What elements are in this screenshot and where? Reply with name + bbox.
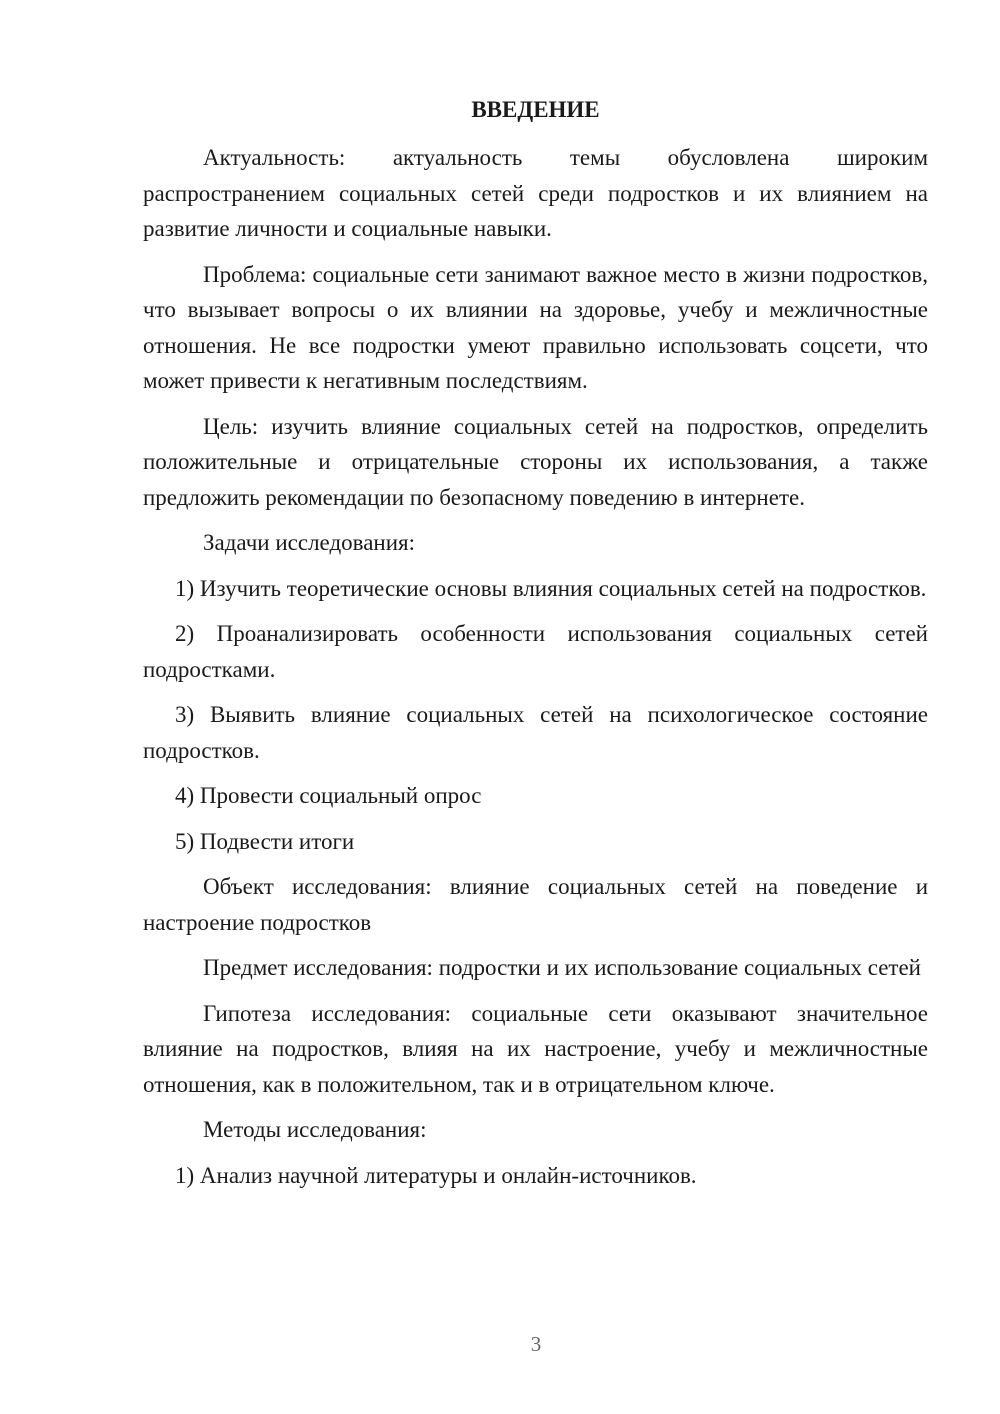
paragraph-relevance: Актуальность: актуальность темы обусловлена широким распространением социальных сетей среди подростков и их влиянием на развитие личности и социальные навыки. [143, 145, 928, 241]
methods-heading: Методы исследования: [203, 1117, 427, 1142]
tasks-heading: Задачи исследования: [203, 530, 416, 555]
method-item-1: 1) Анализ научной литературы и онлайн-источников. [175, 1162, 697, 1188]
document-body [143, 90, 928, 1203]
task-item-4: 4) Провести социальный опрос [175, 783, 482, 808]
task-item-2: 2) Проанализировать особенности использования социальных сетей подростками. [143, 621, 928, 682]
paragraph-goal: Цель: изучить влияние социальных сетей на подростков, определить положительные и отрицательные стороны их использования, а также предложить рекомендации по безопасному поведению в интернете. [143, 413, 928, 510]
task-item-1: 1) Изучить теоретические основы влияния социальных сетей на подростков. [175, 575, 927, 601]
paragraph-subject: Предмет исследования: подростки и их использование социальных сетей [203, 955, 921, 980]
paragraph-hypothesis: Гипотеза исследования: социальные сети оказывают значительное влияние на подростков, влияя на их настроение, учебу и межличностные отношения, как в положительном, так и в отрицательном ключе. [143, 1000, 928, 1097]
paragraph-problem: Проблема: социальные сети занимают важное место в жизни подростков, что вызывает вопросы о их влиянии на здоровье, учебу и межличностные отношения. Не все подростки умеют правильно использовать соцсети, что может привести к негативным последствиям. [143, 261, 928, 393]
page-title: ВВЕДЕНИЕ [471, 97, 600, 122]
task-item-3: 3) Выявить влияние социальных сетей на психологическое состояние подростков. [143, 702, 928, 763]
paragraph-object: Объект исследования: влияние социальных сетей на поведение и настроение подростков [143, 874, 928, 935]
page-number: 3 [530, 1332, 542, 1356]
task-item-5: 5) Подвести итоги [175, 828, 355, 854]
